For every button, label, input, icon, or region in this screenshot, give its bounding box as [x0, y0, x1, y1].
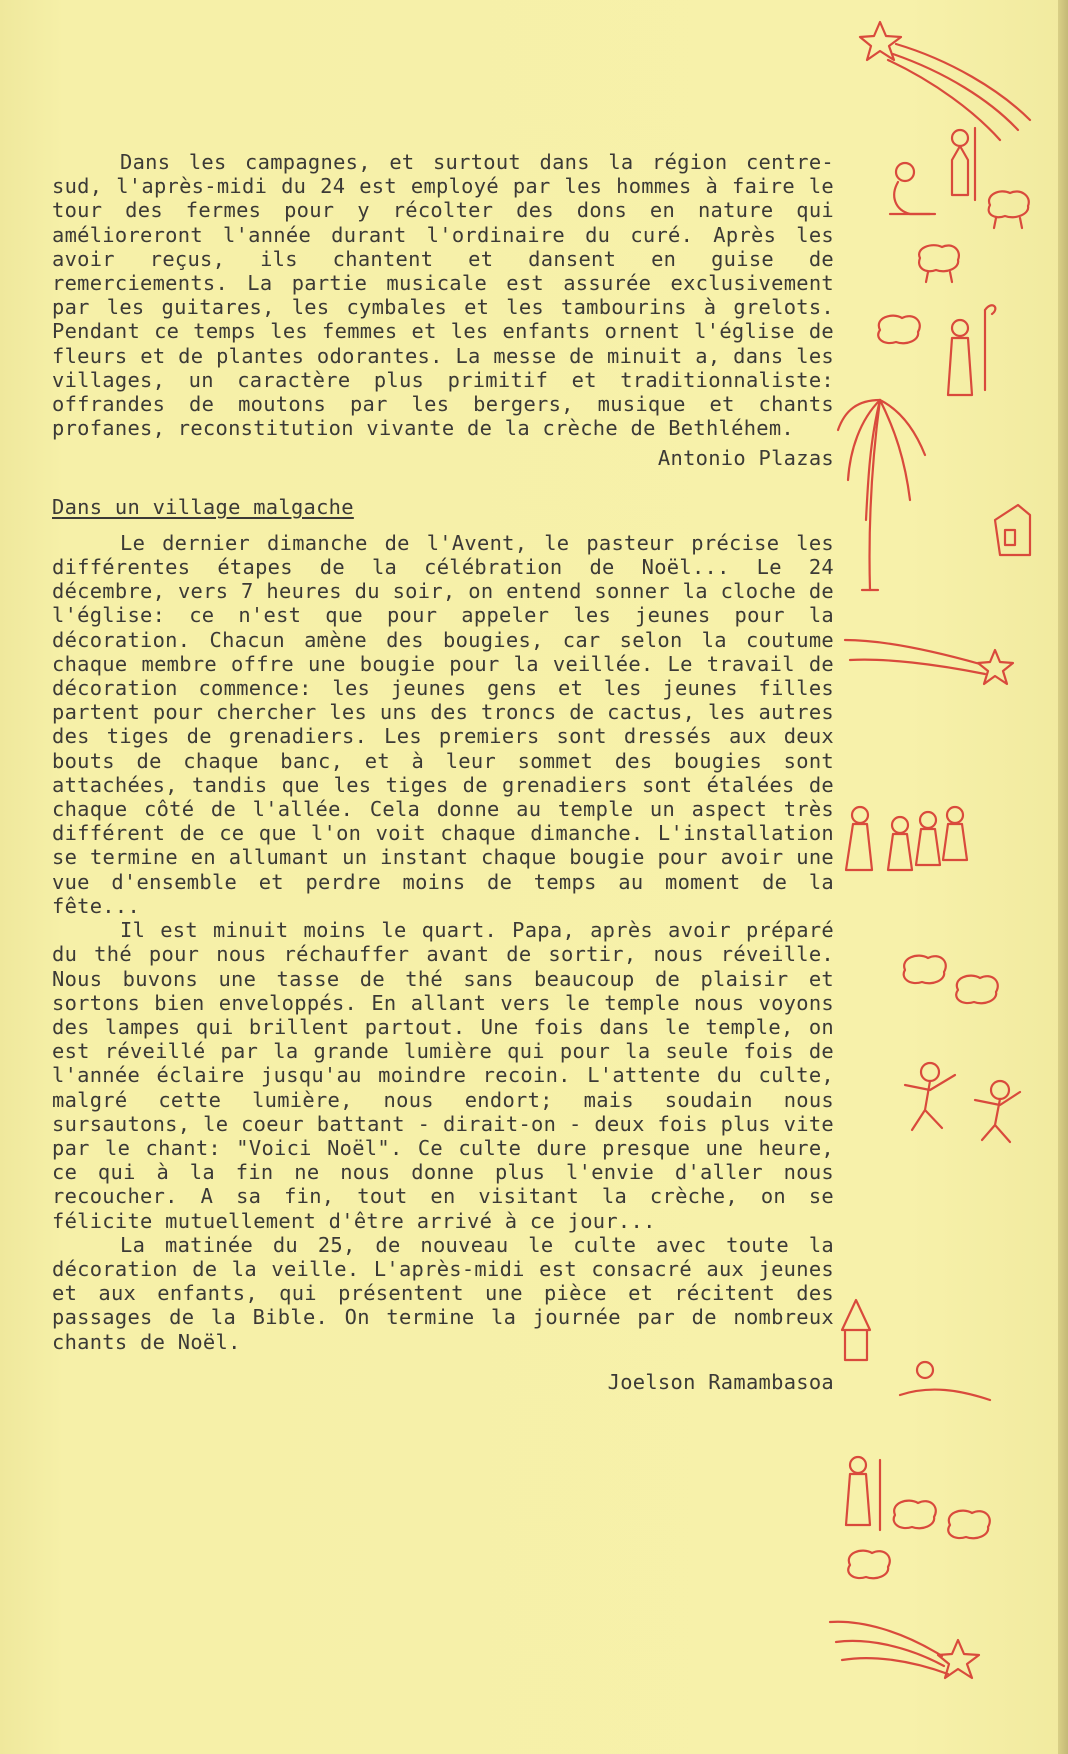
shooting-star-icon [845, 640, 1013, 684]
paragraph-avent: Le dernier dimanche de l'Avent, le pasteur précise les différentes étapes de la célébration de Noël... Le 24 décembre, vers 7 heures du soir, on entend sonner la cloche de l'église: ce n'est que pour appeler les jeunes pour la décoration. Chacun amène des bougies, car selon la coutume chaque membre offre une bougie pour la veillée. Le travail de décoration commence: les jeunes gens et les jeunes filles partent pour chercher les uns des troncs de cactus, les autres des tiges de grenadiers. Les premiers sont dressés aux deux bouts de chaque banc, et à leur sommet des bougies sont attachées, tandis que les tiges de grenadiers sont étalées de chaque côté de l'allée. Cela donne au temple un aspect très différent de ce que l'on voit chaque dimanche. L'installation se termine en allumant un instant chaque bougie pour avoir une vue d'ensemble et perdre moins de temps au moment de la fête... [52, 530, 834, 918]
sheep-icon [919, 245, 959, 282]
house-icon [995, 505, 1030, 555]
sheep-icon [904, 956, 946, 984]
sheep-icon [989, 191, 1029, 228]
standing-figure-icon [948, 305, 995, 395]
hut-icon [842, 1300, 870, 1360]
signature-antonio-plazas: Antonio Plazas [657, 446, 834, 471]
sheep-icon [956, 976, 998, 1004]
paragraph-matinee: La matinée du 25, de nouveau le culte avec toute la décoration de la veille. L'après-midi est consacré aux jeunes et aux enfants, qui présentent une pièce et récitent des passages de la Bible. On termine la journée par de nombreux chants de Noël. [52, 1232, 834, 1354]
angel-icon [905, 1063, 955, 1130]
reclining-figure-icon [900, 1362, 990, 1400]
shooting-star-icon [830, 1622, 979, 1678]
section-heading: Dans un village malgache [52, 494, 354, 519]
angel-icon [975, 1081, 1020, 1142]
shepherd-icon [952, 128, 975, 200]
sheep-icon [878, 316, 920, 344]
paragraph-minuit: Il est minuit moins le quart. Papa, après avoir préparé du thé pour nous réchauffer avant de sortir, nous réveille. Nous buvons une tasse de thé sans beaucoup de plaisir et sortons bien enveloppés. En allant vers le temple nous voyons des lampes qui brillent partout. Une fois dans le temple, on est réveillé par la grande lumière qui pour la seule fois de l'année éclaire jusqu'au moindre recoin. L'attente du culte, malgré cette lumière, nous endort; mais soudain nous sursautons, le coeur battant - dirait-on - deux fois plus vite par le chant: "Voici Noël". Ce culte dure presque une heure, ce qui à la fin ne nous donne plus l'envie d'aller nous recoucher. A sa fin, tout en visitant la crèche, on se félicite mutuellement d'être arrivé à ce jour... [52, 918, 834, 1233]
shepherd-icon [846, 1457, 880, 1530]
sheep-icon [948, 1511, 990, 1539]
palm-tree-icon [838, 400, 925, 590]
signature-joelson-ramambasoa: Joelson Ramambasoa [607, 1369, 834, 1394]
children-group-icon [846, 807, 967, 870]
paragraph-campagnes: Dans les campagnes, et surtout dans la région centre-sud, l'après-midi du 24 est employé par les hommes à faire le tour des fermes pour y récolter des dons en nature qui amélioreront l'année durant l'ordinaire du curé. Après les avoir reçus, ils chantent et dansent en guise de remerciements. La partie musicale est assurée exclusivement par les guitares, les cymbales et les tambourins à grelots. Pendant ce temps les femmes et les enfants ornent l'église de fleurs et de plantes odorantes. La messe de minuit a, dans les villages, un caractère plus primitif et traditionnaliste: offrandes de moutons par les bergers, musique et chants profanes, reconstitution vivante de la crèche de Bethléhem. [52, 150, 834, 441]
shooting-star-icon [860, 22, 1030, 140]
sheep-icon [848, 1551, 890, 1579]
kneeling-figure-icon [890, 163, 935, 214]
sheep-icon [894, 1501, 936, 1529]
